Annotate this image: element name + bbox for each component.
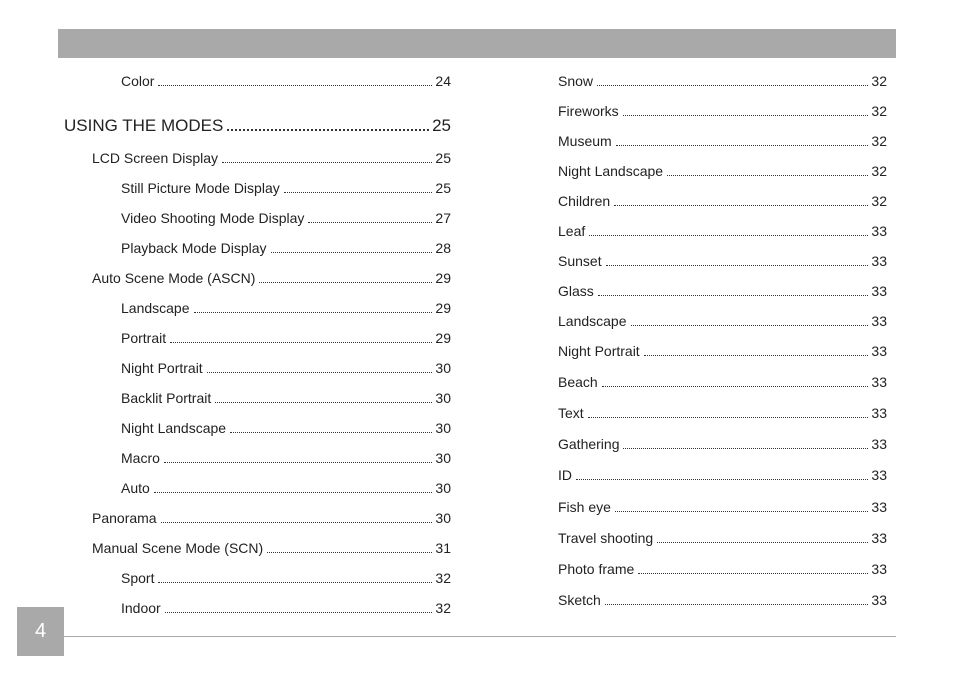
toc-leader-dots: [308, 221, 432, 223]
toc-entry-label: Sunset: [558, 253, 602, 269]
toc-entry[interactable]: [121, 450, 451, 468]
toc-entry[interactable]: [558, 283, 887, 301]
toc-leader-dots: [215, 401, 432, 403]
toc-leader-dots: [667, 174, 868, 176]
toc-entry-page: 30: [435, 420, 451, 436]
toc-leader-dots: [207, 371, 433, 373]
toc-entry[interactable]: [558, 405, 887, 423]
toc-entry-label: Manual Scene Mode (SCN): [92, 540, 264, 556]
toc-leader-dots: [170, 341, 432, 343]
toc-entry-label: Panorama: [92, 510, 157, 526]
toc-entry-label: Text: [558, 405, 584, 421]
toc-leader-dots: [623, 114, 869, 116]
toc-entry-page: 31: [435, 540, 451, 556]
toc-entry-page: 33: [871, 374, 887, 390]
toc-entry-label: ID: [558, 467, 572, 483]
toc-entry-page: 30: [435, 390, 451, 406]
toc-leader-dots: [158, 581, 432, 583]
toc-entry-page: 33: [871, 436, 887, 452]
toc-entry-page: 25: [435, 150, 451, 166]
toc-entry[interactable]: [121, 210, 451, 228]
toc-entry-label: Sport: [121, 570, 155, 586]
toc-entry-label: USING THE MODES: [64, 116, 224, 135]
toc-entry-page: 33: [871, 223, 887, 239]
toc-entry-label: Night Portrait: [558, 343, 640, 359]
toc-leader-dots: [598, 294, 869, 296]
toc-leader-dots: [227, 128, 429, 131]
toc-leader-dots: [259, 281, 432, 283]
toc-entry[interactable]: [558, 561, 887, 579]
toc-leader-dots: [164, 461, 433, 463]
toc-entry-page: 24: [435, 73, 451, 89]
toc-entry-label: LCD Screen Display: [92, 150, 219, 166]
toc-entry-label: Beach: [558, 374, 598, 390]
toc-entry-label: Auto: [121, 480, 150, 496]
toc-entry[interactable]: [558, 592, 887, 610]
toc-entry-label: Gathering: [558, 436, 620, 452]
toc-entry-label: Color: [121, 73, 155, 89]
toc-entry[interactable]: [558, 133, 887, 151]
toc-entry[interactable]: [121, 240, 451, 258]
toc-entry[interactable]: [92, 510, 451, 528]
toc-entry[interactable]: [121, 180, 451, 198]
toc-entry[interactable]: [558, 374, 887, 392]
toc-entry-label: Children: [558, 193, 611, 209]
toc-entry-page: 29: [435, 270, 451, 286]
toc-entry[interactable]: [558, 103, 887, 121]
toc-entry-page: 33: [871, 313, 887, 329]
toc-entry-label: Video Shooting Mode Display: [121, 210, 305, 226]
toc-entry-page: 33: [871, 343, 887, 359]
toc-entry-page: 32: [871, 163, 887, 179]
toc-entry-page: 33: [871, 499, 887, 515]
toc-section-entry[interactable]: [64, 116, 451, 138]
toc-entry-label: Auto Scene Mode (ASCN): [92, 270, 256, 286]
toc-leader-dots: [284, 191, 433, 193]
toc-entry-label: Leaf: [558, 223, 586, 239]
toc-entry[interactable]: [121, 360, 451, 378]
toc-entry[interactable]: [558, 436, 887, 454]
toc-leader-dots: [615, 510, 869, 512]
toc-entry-label: Night Landscape: [558, 163, 664, 179]
toc-entry-page: 33: [871, 561, 887, 577]
toc-leader-dots: [161, 521, 433, 523]
toc-leader-dots: [222, 161, 432, 163]
toc-entry[interactable]: [121, 390, 451, 408]
toc-entry-page: 25: [432, 116, 451, 135]
toc-entry-page: 29: [435, 300, 451, 316]
toc-entry-label: Indoor: [121, 600, 161, 616]
toc-entry-label: Travel shooting: [558, 530, 654, 546]
toc-entry[interactable]: [558, 530, 887, 548]
toc-leader-dots: [616, 144, 869, 146]
toc-entry[interactable]: [92, 540, 451, 558]
toc-entry-label: Snow: [558, 73, 594, 89]
toc-leader-dots: [154, 491, 433, 493]
toc-entry-label: Still Picture Mode Display: [121, 180, 280, 196]
toc-leader-dots: [614, 204, 868, 206]
toc-entry[interactable]: [121, 73, 451, 91]
toc-entry-label: Landscape: [121, 300, 190, 316]
toc-entry-label: Sketch: [558, 592, 601, 608]
toc-entry-page: 33: [871, 467, 887, 483]
toc-leader-dots: [602, 385, 869, 387]
toc-entry-page: 32: [871, 133, 887, 149]
toc-entry[interactable]: [121, 570, 451, 588]
toc-entry-label: Backlit Portrait: [121, 390, 212, 406]
toc-entry-label: Portrait: [121, 330, 167, 346]
toc-entry[interactable]: [558, 343, 887, 361]
toc-entry[interactable]: [121, 600, 451, 618]
toc-entry-page: 30: [435, 450, 451, 466]
toc-leader-dots: [267, 551, 432, 553]
toc-entry[interactable]: [558, 73, 887, 91]
toc-entry-page: 32: [871, 103, 887, 119]
header-bar: [58, 29, 896, 58]
toc-entry-label: Photo frame: [558, 561, 635, 577]
toc-leader-dots: [597, 84, 868, 86]
toc-entry[interactable]: [558, 193, 887, 211]
toc-entry[interactable]: [92, 270, 451, 288]
toc-entry-page: 32: [871, 73, 887, 89]
toc-leader-dots: [657, 541, 868, 543]
toc-entry-label: Night Portrait: [121, 360, 203, 376]
toc-leader-dots: [588, 416, 869, 418]
page-number-box: [17, 607, 64, 656]
toc-entry-page: 25: [435, 180, 451, 196]
toc-entry-page: 27: [435, 210, 451, 226]
toc-entry-page: 33: [871, 405, 887, 421]
toc-entry-label: Night Landscape: [121, 420, 227, 436]
toc-entry-label: Playback Mode Display: [121, 240, 267, 256]
toc-entry[interactable]: [558, 467, 887, 485]
toc-entry-page: 33: [871, 592, 887, 608]
toc-leader-dots: [271, 251, 433, 253]
toc-entry-page: 30: [435, 360, 451, 376]
toc-leader-dots: [589, 234, 868, 236]
toc-leader-dots: [165, 611, 433, 613]
toc-leader-dots: [230, 431, 432, 433]
toc-leader-dots: [576, 478, 868, 480]
toc-entry[interactable]: [558, 223, 887, 241]
toc-entry-page: 32: [435, 570, 451, 586]
footer-rule: [64, 636, 896, 637]
toc-entry[interactable]: [92, 150, 451, 168]
toc-entry-page: 32: [871, 193, 887, 209]
toc-leader-dots: [631, 324, 869, 326]
toc-leader-dots: [638, 572, 868, 574]
page-number: 4: [34, 620, 47, 642]
toc-entry-label: Glass: [558, 283, 594, 299]
toc-entry-label: Fish eye: [558, 499, 611, 515]
toc-entry[interactable]: [121, 300, 451, 318]
toc-entry-label: Museum: [558, 133, 612, 149]
toc-leader-dots: [158, 84, 432, 86]
toc-entry-page: 33: [871, 283, 887, 299]
toc-entry-page: 29: [435, 330, 451, 346]
toc-entry-label: Landscape: [558, 313, 627, 329]
toc-leader-dots: [194, 311, 433, 313]
toc-leader-dots: [605, 603, 869, 605]
toc-entry-label: Macro: [121, 450, 160, 466]
toc-entry[interactable]: [558, 163, 887, 181]
toc-leader-dots: [644, 354, 869, 356]
toc-entry-page: 33: [871, 253, 887, 269]
toc-entry-page: 30: [435, 510, 451, 526]
toc-entry-page: 33: [871, 530, 887, 546]
toc-leader-dots: [606, 264, 869, 266]
toc-entry[interactable]: [121, 330, 451, 348]
toc-leader-dots: [623, 447, 868, 449]
toc-entry[interactable]: [121, 480, 451, 498]
toc-entry-page: 32: [435, 600, 451, 616]
toc-entry-page: 28: [435, 240, 451, 256]
toc-entry[interactable]: [558, 313, 887, 331]
toc-entry[interactable]: [121, 420, 451, 438]
toc-entry-page: 30: [435, 480, 451, 496]
toc-entry[interactable]: [558, 253, 887, 271]
toc-entry-label: Fireworks: [558, 103, 619, 119]
toc-entry[interactable]: [558, 499, 887, 517]
